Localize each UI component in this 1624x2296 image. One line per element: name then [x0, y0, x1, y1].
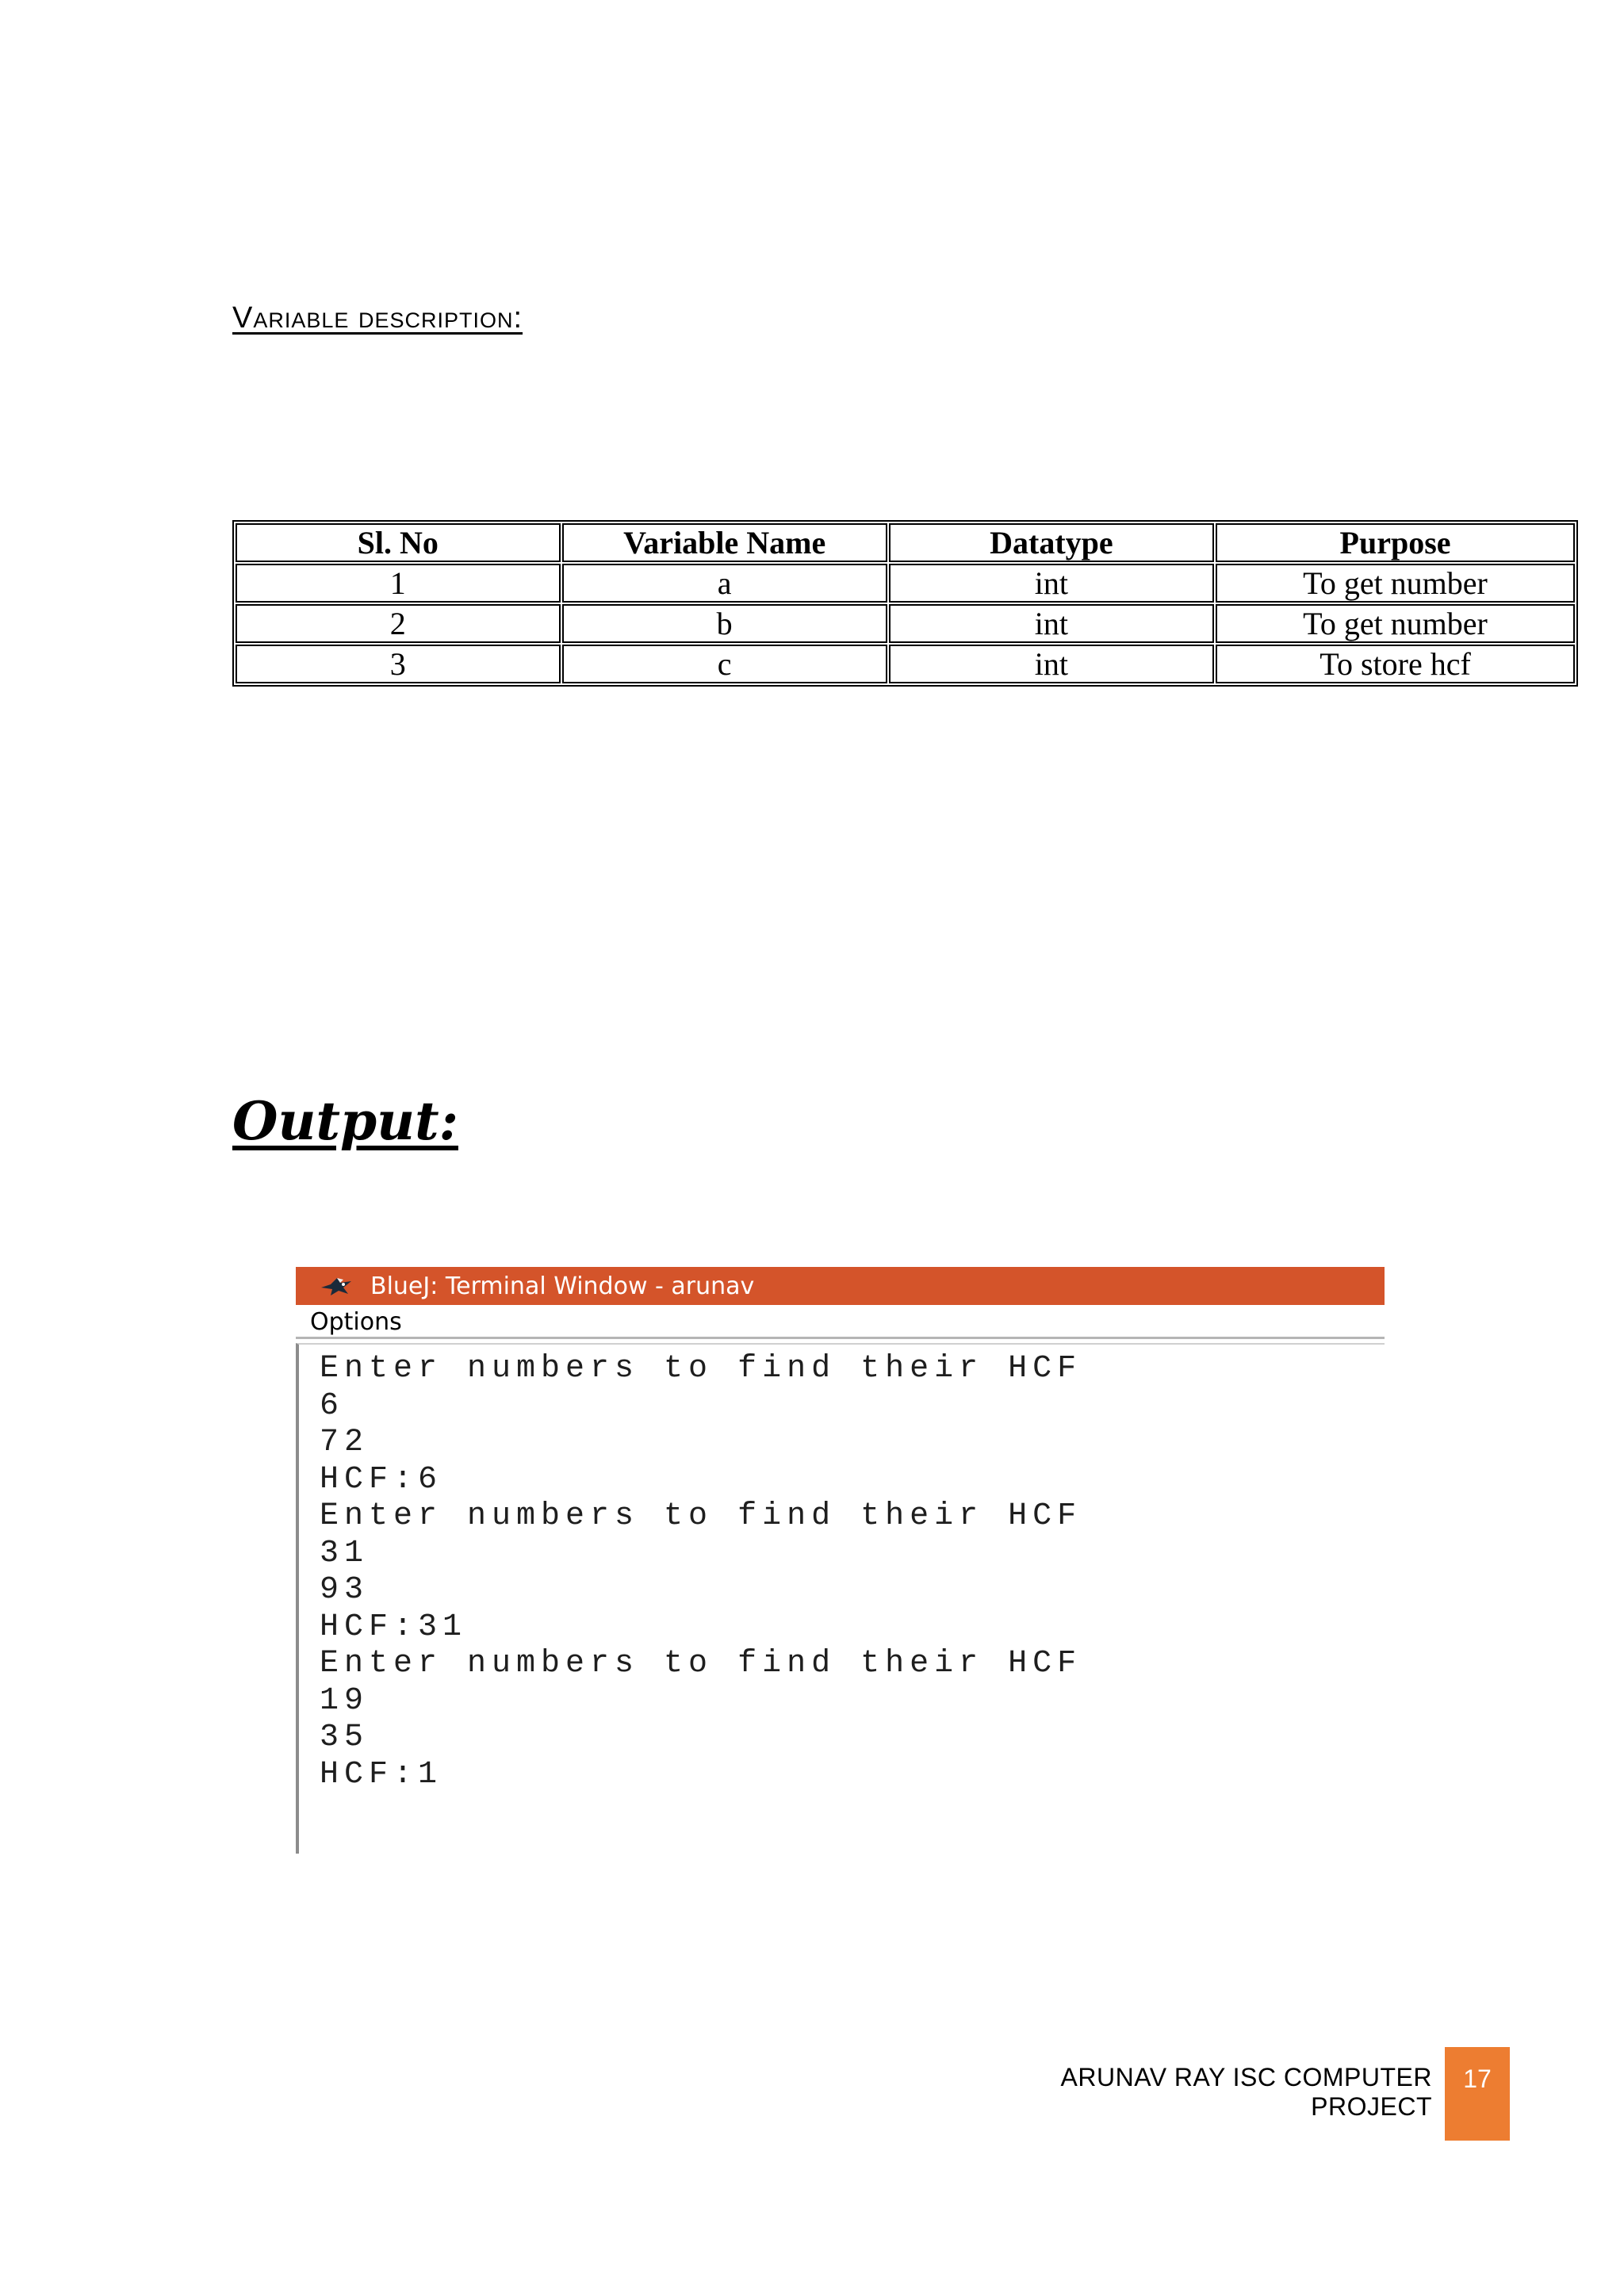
cell-variable-name: b	[562, 604, 887, 643]
terminal-line: Enter numbers to find their HCF	[320, 1646, 1082, 1682]
variable-description-heading: Variable description:	[232, 301, 523, 335]
terminal-title-bar	[296, 1267, 1385, 1305]
cell-variable-name: c	[562, 645, 887, 683]
header-sl-no: Sl. No	[236, 523, 561, 562]
cell-purpose: To get number	[1216, 564, 1575, 603]
table-row	[236, 604, 1575, 643]
output-heading: Output:	[232, 1090, 458, 1152]
terminal-line: HCF:31	[320, 1609, 468, 1645]
terminal-line: 6	[320, 1387, 345, 1424]
terminal-line: Enter numbers to find their HCF	[320, 1351, 1082, 1387]
terminal-output-area	[296, 1343, 1385, 1854]
menu-options[interactable]: Options	[310, 1308, 402, 1336]
terminal-line: 72	[320, 1425, 370, 1460]
cell-purpose: To get number	[1216, 604, 1575, 643]
cell-sl-no: 1	[236, 564, 561, 603]
table-header-row	[236, 523, 1575, 562]
terminal-menu-bar	[296, 1305, 1385, 1339]
terminal-line: Enter numbers to find their HCF	[320, 1498, 1082, 1534]
header-datatype: Datatype	[889, 523, 1214, 562]
cell-sl-no: 2	[236, 604, 561, 643]
terminal-line: HCF:6	[320, 1461, 443, 1498]
cell-purpose: To store hcf	[1216, 645, 1575, 683]
footer-project-title: ARUNAV RAY ISC COMPUTER PROJECT	[1060, 2063, 1432, 2121]
table-row	[236, 564, 1575, 603]
header-variable-name: Variable Name	[562, 523, 887, 562]
cell-datatype: int	[889, 604, 1214, 643]
cell-datatype: int	[889, 564, 1214, 603]
variable-table	[232, 520, 1578, 687]
cell-variable-name: a	[562, 564, 887, 603]
page-number-badge: 17	[1445, 2047, 1510, 2141]
cell-datatype: int	[889, 645, 1214, 683]
terminal-line: 35	[320, 1720, 370, 1755]
terminal-line: 31	[320, 1535, 370, 1571]
terminal-line: HCF:1	[320, 1756, 443, 1793]
header-purpose: Purpose	[1216, 523, 1575, 562]
cell-sl-no: 3	[236, 645, 561, 683]
terminal-window-screenshot	[296, 1267, 1385, 1854]
table-row	[236, 645, 1575, 683]
terminal-title: BlueJ: Terminal Window - arunav	[370, 1272, 755, 1300]
terminal-line: 19	[320, 1682, 370, 1719]
terminal-line: 93	[320, 1572, 370, 1608]
bluej-bird-icon	[320, 1273, 354, 1299]
